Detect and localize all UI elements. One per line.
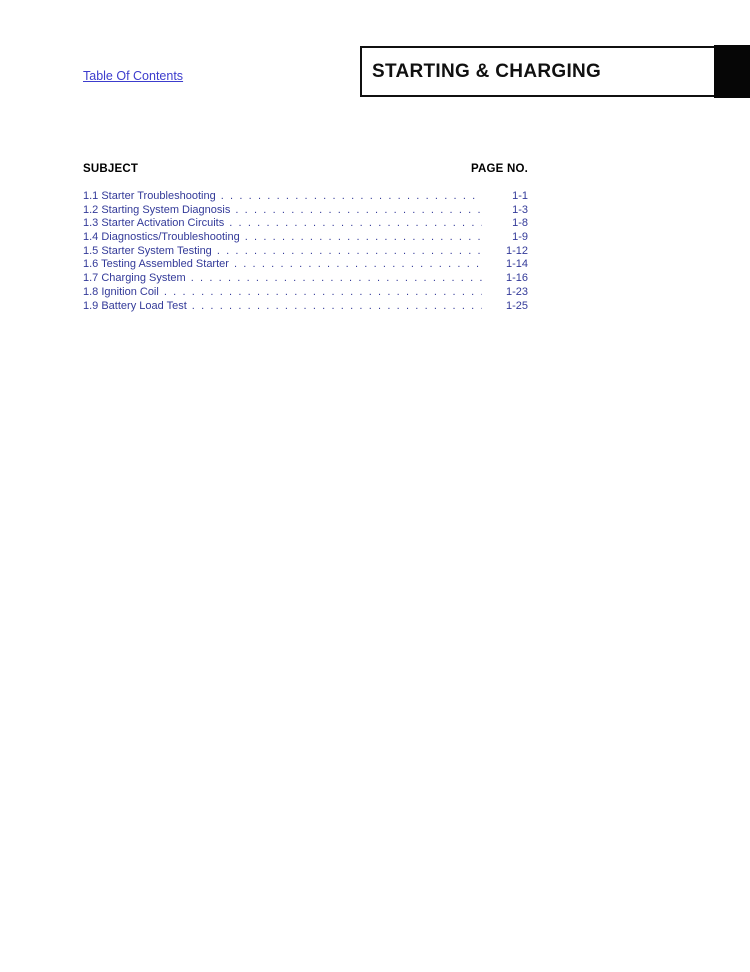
toc-entry-link[interactable]: 1.3 Starter Activation Circuits — [83, 217, 225, 230]
toc-entry-page[interactable]: 1-3 — [512, 203, 528, 216]
toc-entry-link[interactable]: 1.7 Charging System — [83, 272, 186, 285]
toc-entry-page[interactable]: 1-23 — [505, 285, 528, 298]
page-no-column-header: PAGE NO. — [471, 163, 528, 175]
toc-entry-link[interactable]: 1.6 Testing Assembled Starter — [83, 258, 229, 271]
toc-leader-dots — [192, 300, 482, 312]
toc-column-headers — [83, 163, 528, 175]
toc-row — [83, 231, 528, 245]
page-edge-tab — [714, 45, 750, 98]
toc-entry-page[interactable]: 1-12 — [505, 244, 528, 257]
toc-entry-page[interactable]: 1-14 — [505, 258, 528, 271]
toc-leader-dots — [234, 258, 482, 270]
toc-leader-dots — [235, 204, 482, 216]
toc-entry-list — [83, 190, 528, 313]
section-title: STARTING & CHARGING — [372, 60, 602, 82]
table-of-contents-link[interactable]: Table Of Contents — [83, 69, 184, 83]
table-of-contents — [83, 163, 528, 313]
toc-row — [83, 245, 528, 259]
toc-row — [83, 286, 528, 300]
toc-entry-page[interactable]: 1-9 — [512, 231, 528, 244]
toc-row — [83, 272, 528, 286]
toc-leader-dots — [191, 272, 482, 284]
toc-entry-link[interactable]: 1.9 Battery Load Test — [83, 299, 187, 312]
toc-row — [83, 300, 528, 314]
subject-column-header: SUBJECT — [83, 163, 139, 175]
toc-leader-dots — [221, 190, 482, 202]
toc-row — [83, 217, 528, 231]
toc-entry-page[interactable]: 1-25 — [505, 299, 528, 312]
toc-entry-link[interactable]: 1.2 Starting System Diagnosis — [83, 203, 231, 216]
toc-row — [83, 190, 528, 204]
section-title-box — [360, 46, 716, 97]
toc-entry-link[interactable]: 1.5 Starter System Testing — [83, 244, 212, 257]
toc-leader-dots — [229, 217, 482, 229]
toc-leader-dots — [245, 231, 482, 243]
toc-row — [83, 258, 528, 272]
toc-entry-link[interactable]: 1.1 Starter Troubleshooting — [83, 190, 216, 202]
toc-row — [83, 204, 528, 218]
toc-leader-dots — [217, 245, 482, 257]
toc-entry-page[interactable]: 1-16 — [505, 272, 528, 285]
toc-entry-page[interactable]: 1-1 — [512, 190, 528, 202]
toc-leader-dots — [164, 286, 482, 298]
toc-entry-page[interactable]: 1-8 — [512, 217, 528, 230]
toc-entry-link[interactable]: 1.4 Diagnostics/Troubleshooting — [83, 231, 240, 244]
toc-entry-link[interactable]: 1.8 Ignition Coil — [83, 285, 159, 298]
